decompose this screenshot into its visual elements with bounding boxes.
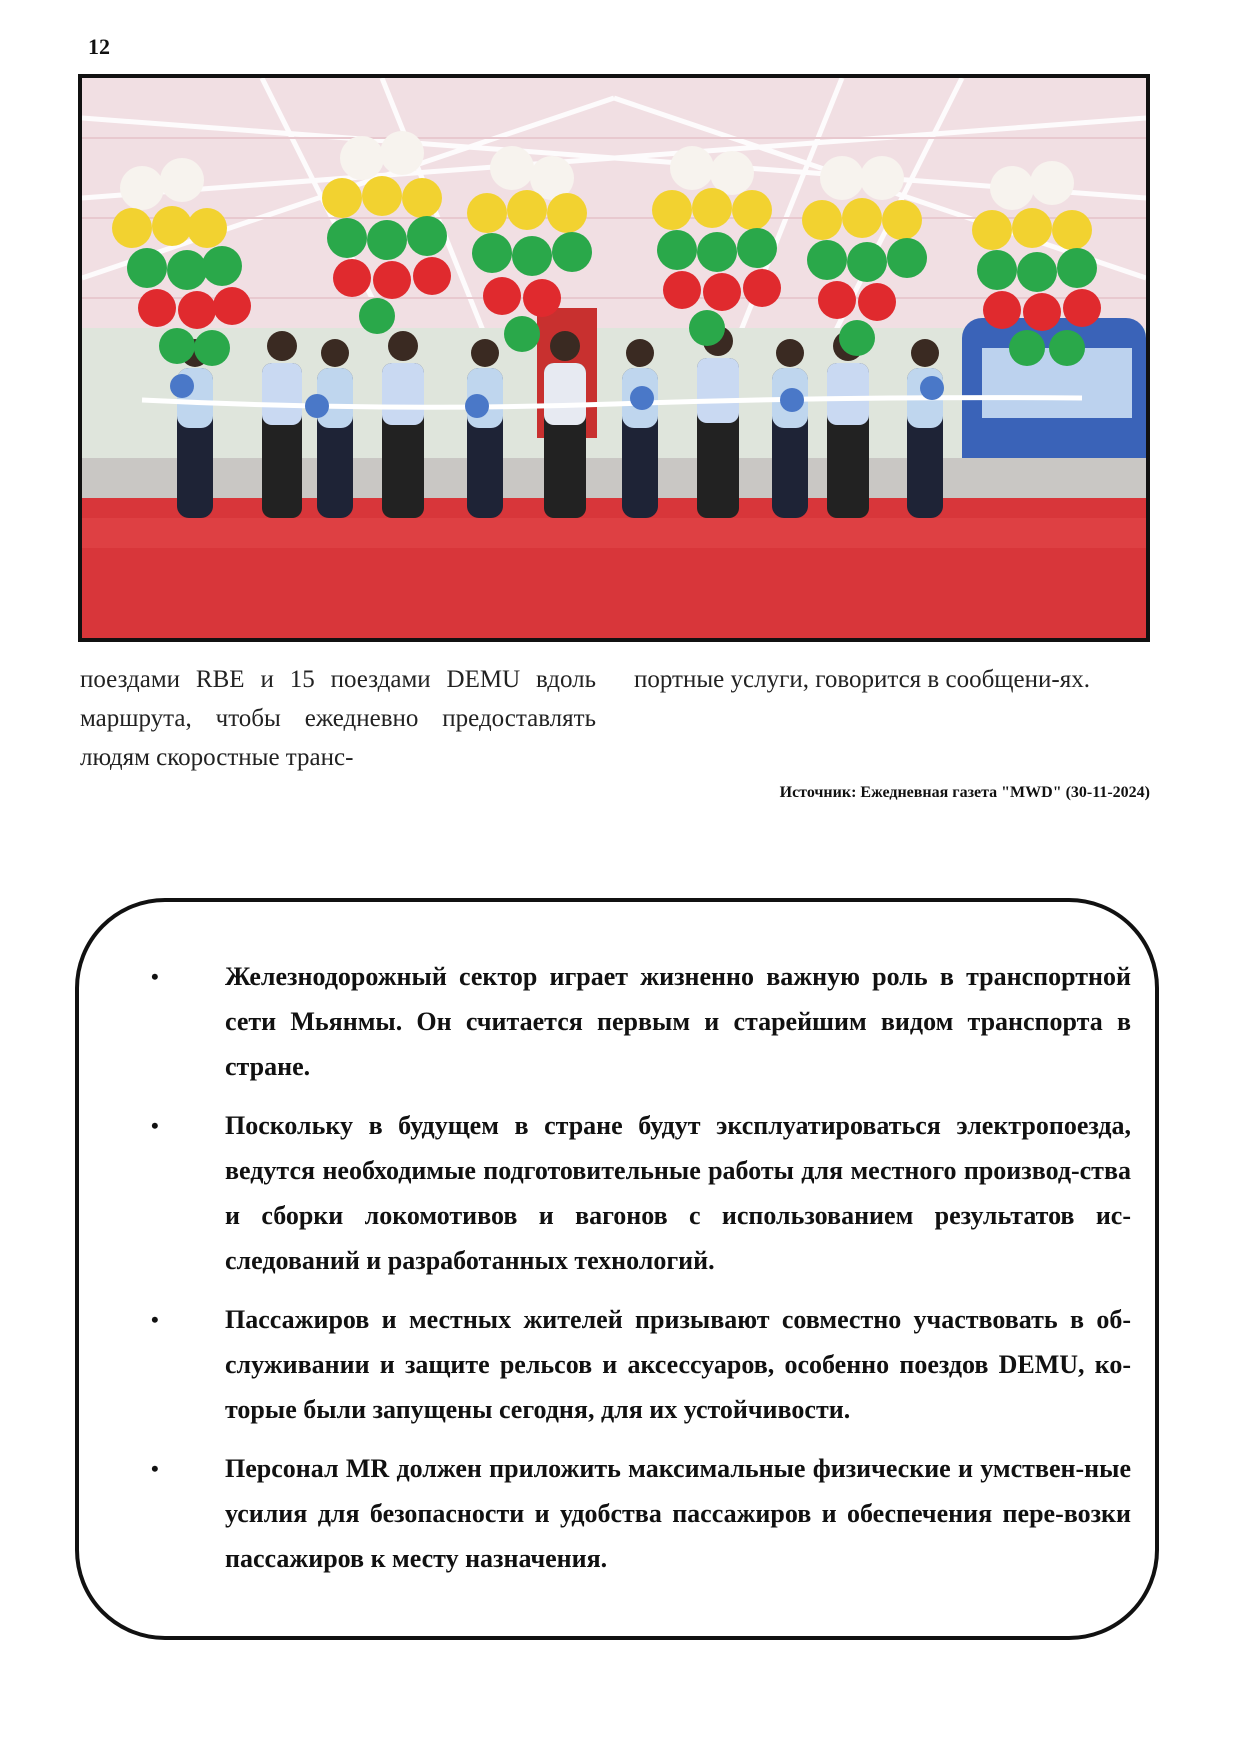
summary-item-text: Поскольку в будущем в стране будут эксплуатироваться электропоезда, ведутся необходимые подготовительные работы для местного производ-ства и сборки локомотивов и вагонов с использованием результатов ис-следований и разработанных технологий. bbox=[225, 1111, 1131, 1275]
summary-item bbox=[151, 1446, 1131, 1581]
ribbon-cutting-ceremony-photo-icon bbox=[82, 78, 1146, 638]
bullet-icon: • bbox=[151, 1307, 159, 1332]
article-column-right: портные услуги, говорится в сообщени-ях. bbox=[634, 666, 1090, 693]
article-column-left: поездами RBE и 15 поездами DEMU вдоль маршрута, чтобы ежедневно предоставлять людям скоростные транс- bbox=[80, 666, 596, 771]
summary-list bbox=[151, 954, 1131, 1595]
summary-item bbox=[151, 1297, 1131, 1432]
bullet-icon: • bbox=[151, 1456, 159, 1481]
ceremony-photo bbox=[78, 74, 1150, 642]
summary-item bbox=[151, 1103, 1131, 1283]
summary-item-text: Персонал MR должен приложить максимальные физические и умствен-ные усилия для безопасности и удобства пассажиров и обеспечения пере-возки пассажиров к месту назначения. bbox=[225, 1454, 1131, 1573]
summary-item-text: Пассажиров и местных жителей призывают совместно участвовать в об-служивании и защите рельсов и аксессуаров, особенно поездов DEMU, ко-торые были запущены сегодня, для их устойчивости. bbox=[225, 1305, 1131, 1424]
bullet-icon: • bbox=[151, 964, 159, 989]
page-number: 12 bbox=[88, 34, 110, 59]
summary-item-text: Железнодорожный сектор играет жизненно важную роль в транспортной сети Мьянмы. Он считается первым и старейшим видом транспорта в стране. bbox=[225, 962, 1131, 1081]
summary-item bbox=[151, 954, 1131, 1089]
source-citation: Источник: Ежедневная газета "MWD" (30-11-2024) bbox=[779, 784, 1150, 801]
bullet-icon: • bbox=[151, 1113, 159, 1138]
summary-box bbox=[75, 898, 1159, 1640]
